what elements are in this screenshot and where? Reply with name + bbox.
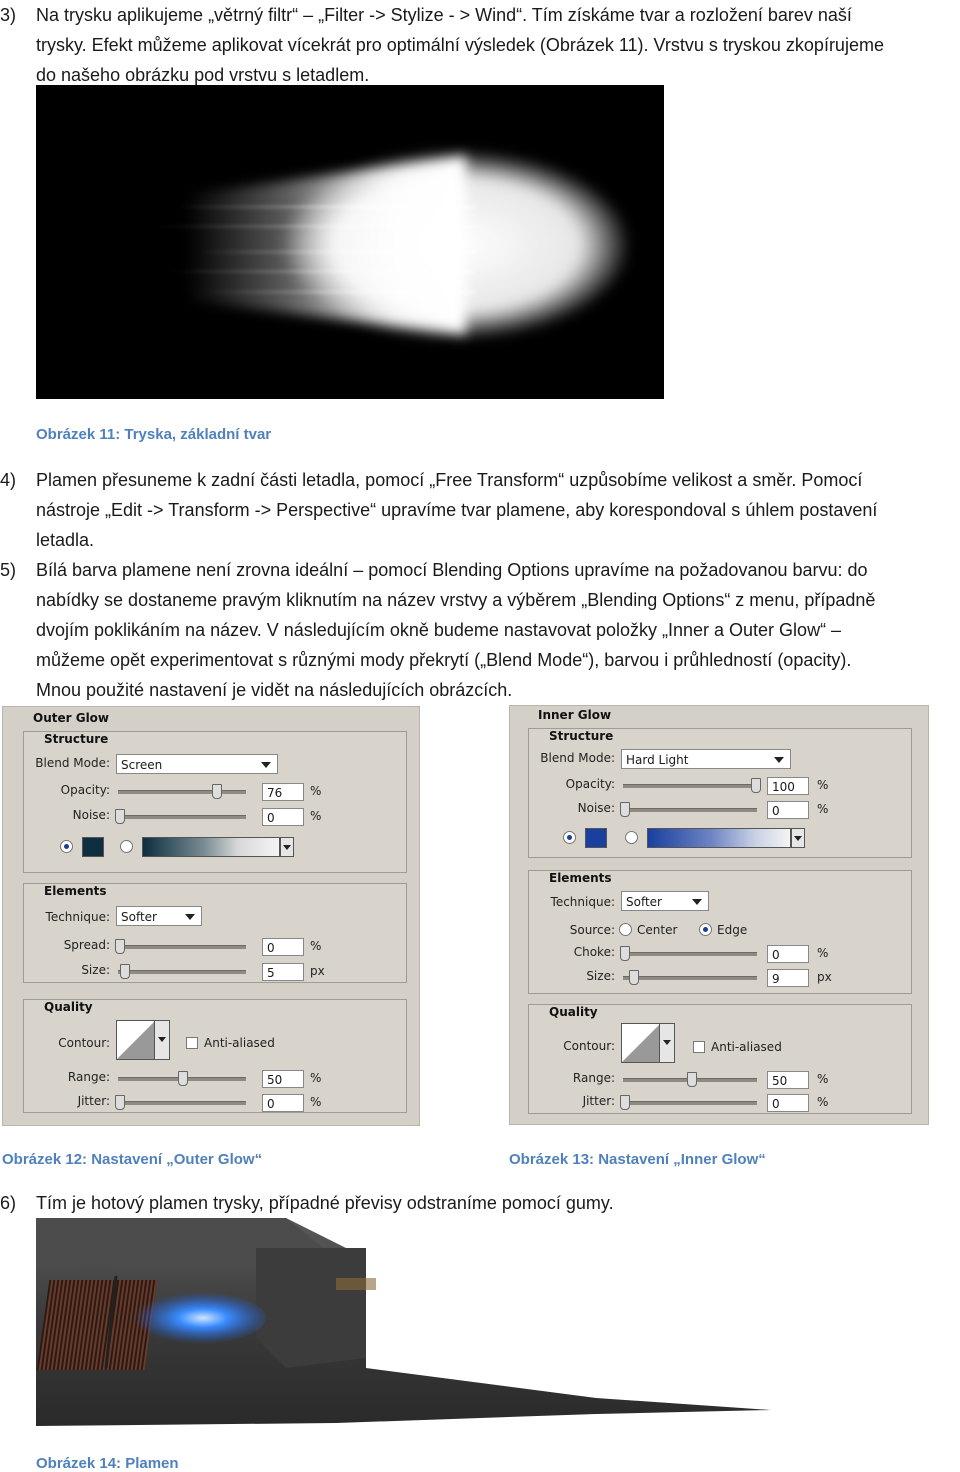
outer-glow-color-swatch[interactable] (82, 837, 104, 857)
inner-technique-label: Technique: (550, 895, 615, 909)
inner-elements-group (528, 870, 912, 994)
inner-gradient-picker[interactable] (647, 828, 791, 848)
outer-gradient-dropdown[interactable] (280, 837, 294, 857)
outer-range-unit: % (310, 1071, 322, 1085)
outer-range-label: Range: (67, 1070, 110, 1084)
inner-jitter-slider-knob[interactable] (620, 1095, 630, 1110)
nozzle-base-shape-image (36, 85, 664, 399)
step-3-line-3: do našeho obrázku pod vrstvu s letadlem. (36, 65, 370, 85)
outer-size-label: Size: (81, 963, 110, 977)
outer-elements-title: Elements (44, 884, 107, 898)
outer-jitter-unit: % (310, 1095, 322, 1109)
inner-noise-slider[interactable] (623, 808, 757, 812)
inner-size-unit: px (817, 970, 832, 984)
figure-13-caption: Obrázek 13: Nastavení „Inner Glow“ (509, 1151, 766, 1168)
inner-opacity-label: Opacity: (565, 777, 615, 791)
step-5-line-4: můžeme opět experimentovat s různými mody překrytí („Blend Mode“), barvou i průhledností (opacity). (36, 650, 852, 670)
inner-size-slider-knob[interactable] (629, 970, 639, 985)
step-3-line-1: Na trysku aplikujeme „větrný filtr“ – „Filter -> Stylize - > Wind“. Tím získáme tvar a rozložení barev naší (36, 5, 852, 25)
outer-spread-slider-knob[interactable] (115, 939, 125, 954)
chevron-down-icon (261, 762, 271, 768)
inner-technique-value: Softer (626, 895, 662, 909)
inner-quality-group (528, 1004, 912, 1114)
step-3-line-2: trysky. Efekt můžeme aplikovat vícekrát pro optimální výsledek (Obrázek 11). Vrstvu s tryskou zkopírujeme (36, 35, 884, 55)
inner-choke-field[interactable]: 0 (767, 945, 809, 963)
inner-source-center-radio[interactable] (619, 923, 632, 936)
inner-quality-title: Quality (549, 1005, 598, 1019)
inner-choke-label: Choke: (573, 945, 615, 959)
inner-noise-label: Noise: (577, 801, 615, 815)
outer-glow-title: Outer Glow (33, 711, 110, 725)
inner-contour-dropdown[interactable] (659, 1023, 675, 1063)
outer-noise-unit: % (310, 809, 322, 823)
inner-size-slider[interactable] (623, 976, 757, 980)
inner-choke-slider-knob[interactable] (620, 946, 630, 961)
inner-jitter-field[interactable]: 0 (767, 1094, 809, 1112)
outer-quality-title: Quality (44, 1000, 93, 1014)
inner-opacity-field[interactable]: 100 (767, 777, 809, 795)
outer-jitter-slider-knob[interactable] (115, 1095, 125, 1110)
outer-opacity-label: Opacity: (60, 783, 110, 797)
inner-range-slider-knob[interactable] (687, 1072, 697, 1087)
inner-source-label: Source: (569, 923, 615, 937)
outer-spread-field[interactable]: 0 (262, 938, 304, 956)
inner-choke-unit: % (817, 946, 829, 960)
outer-gradient-picker[interactable] (142, 837, 280, 857)
outer-spread-unit: % (310, 939, 322, 953)
outer-spread-label: Spread: (63, 938, 110, 952)
outer-structure-title: Structure (44, 732, 109, 746)
inner-noise-field[interactable]: 0 (767, 801, 809, 819)
inner-antialiased-label: Anti-aliased (711, 1040, 782, 1054)
chevron-down-icon (794, 836, 802, 841)
outer-jitter-label: Jitter: (77, 1094, 110, 1108)
inner-blend-mode-label: Blend Mode: (540, 751, 615, 765)
outer-spread-slider[interactable] (118, 945, 246, 949)
outer-range-slider[interactable] (118, 1077, 246, 1081)
inner-size-field[interactable]: 9 (767, 969, 809, 987)
step-4-line-3: letadla. (36, 530, 95, 550)
outer-opacity-field[interactable]: 76 (262, 783, 304, 801)
step-5-line-2: nabídky se dostaneme pravým kliknutím na název vrstvy a výběrem „Blending Options“ z menu, případně (36, 590, 876, 610)
inner-source-edge-radio[interactable] (699, 923, 712, 936)
outer-opacity-slider-knob[interactable] (212, 784, 222, 799)
outer-antialiased-checkbox[interactable] (186, 1037, 198, 1049)
inner-contour-preview[interactable] (621, 1023, 661, 1063)
outer-noise-slider-knob[interactable] (115, 809, 125, 824)
inner-gradient-dropdown[interactable] (791, 828, 805, 848)
step-4-line-1: Plamen přesuneme k zadní části letadla, pomocí „Free Transform“ uzpůsobíme velikost a směr. Pomocí (36, 470, 863, 490)
step-4-number: 4) (0, 470, 17, 490)
inner-opacity-slider[interactable] (623, 784, 757, 788)
inner-jitter-unit: % (817, 1095, 829, 1109)
outer-size-slider-knob[interactable] (120, 964, 130, 979)
outer-jitter-field[interactable]: 0 (262, 1094, 304, 1112)
outer-technique-label: Technique: (45, 910, 110, 924)
inner-source-edge-label: Edge (717, 923, 748, 937)
inner-contour-label: Contour: (563, 1039, 615, 1053)
outer-opacity-unit: % (310, 784, 322, 798)
inner-technique-select[interactable] (621, 891, 709, 911)
chevron-down-icon (692, 899, 702, 905)
step-5-line-3: dvojím poklikáním na název. V následujícím okně budeme nastavovat položky „Inner a Outer Glow“ – (36, 620, 842, 640)
outer-gradient-radio[interactable] (120, 840, 133, 853)
inner-glow-panel (509, 705, 929, 1125)
inner-antialiased-checkbox[interactable] (693, 1041, 705, 1053)
outer-range-field[interactable]: 50 (262, 1070, 304, 1088)
inner-noise-slider-knob[interactable] (620, 802, 630, 817)
outer-contour-preview[interactable] (116, 1020, 156, 1060)
outer-solid-color-radio[interactable] (60, 840, 73, 853)
figure-14-caption: Obrázek 14: Plamen (36, 1455, 179, 1472)
inner-range-field[interactable]: 50 (767, 1071, 809, 1089)
outer-quality-group (23, 999, 407, 1113)
outer-blend-mode-label: Blend Mode: (35, 756, 110, 770)
outer-noise-field[interactable]: 0 (262, 808, 304, 826)
inner-range-unit: % (817, 1072, 829, 1086)
step-5-line-1: Bílá barva plamene není zrovna ideální – pomocí Blending Options upravíme na požadovanou barvu: do (36, 560, 868, 580)
inner-choke-slider[interactable] (623, 952, 757, 956)
chevron-down-icon (663, 1040, 671, 1045)
inner-noise-unit: % (817, 802, 829, 816)
outer-contour-dropdown[interactable] (154, 1020, 170, 1060)
step-5-line-5: Mnou použité nastavení je vidět na následujících obrázcích. (36, 680, 513, 700)
outer-noise-label: Noise: (72, 808, 110, 822)
outer-size-unit: px (310, 964, 325, 978)
outer-noise-slider[interactable] (118, 815, 246, 819)
inner-structure-title: Structure (549, 729, 614, 743)
outer-technique-value: Softer (121, 910, 157, 924)
inner-jitter-label: Jitter: (582, 1094, 615, 1108)
inner-source-center-label: Center (637, 923, 678, 937)
inner-blend-mode-select[interactable] (621, 749, 791, 769)
outer-blend-mode-select[interactable] (116, 754, 278, 774)
inner-structure-group (528, 728, 912, 858)
step-4-line-2: nástroje „Edit -> Transform -> Perspective“ upravíme tvar plamene, aby korespondoval s úhlem postavení (36, 500, 878, 520)
inner-range-label: Range: (572, 1071, 615, 1085)
chevron-down-icon (185, 914, 195, 920)
outer-elements-group (23, 883, 407, 983)
step-6-text: Tím je hotový plamen trysky, případné převisy odstraníme pomocí gumy. (36, 1193, 614, 1213)
chevron-down-icon (283, 845, 291, 850)
outer-range-slider-knob[interactable] (178, 1071, 188, 1086)
inner-gradient-radio[interactable] (625, 831, 638, 844)
outer-size-slider[interactable] (118, 970, 246, 974)
outer-glow-panel (2, 706, 420, 1126)
outer-technique-select[interactable] (116, 906, 202, 926)
outer-blend-mode-value: Screen (121, 758, 163, 772)
inner-glow-color-swatch[interactable] (585, 828, 607, 848)
inner-blend-mode-value: Hard Light (626, 753, 689, 767)
outer-opacity-slider[interactable] (118, 790, 246, 794)
outer-antialiased-label: Anti-aliased (204, 1036, 275, 1050)
step-3-number: 3) (0, 5, 17, 25)
step-6-number: 6) (0, 1193, 17, 1213)
outer-size-field[interactable]: 5 (262, 963, 304, 981)
inner-size-label: Size: (586, 969, 615, 983)
inner-elements-title: Elements (549, 871, 612, 885)
inner-solid-color-radio[interactable] (563, 831, 576, 844)
inner-jitter-slider[interactable] (623, 1101, 757, 1105)
outer-jitter-slider[interactable] (118, 1101, 246, 1105)
inner-glow-title: Inner Glow (538, 708, 612, 722)
chevron-down-icon (158, 1037, 166, 1042)
step-5-number: 5) (0, 560, 17, 580)
plane-flame-image (36, 1218, 776, 1428)
inner-opacity-unit: % (817, 778, 829, 792)
inner-opacity-slider-knob[interactable] (751, 778, 761, 793)
figure-12-caption: Obrázek 12: Nastavení „Outer Glow“ (2, 1151, 263, 1168)
outer-contour-label: Contour: (58, 1036, 110, 1050)
outer-structure-group (23, 731, 407, 873)
inner-range-slider[interactable] (623, 1078, 757, 1082)
figure-11-caption: Obrázek 11: Tryska, základní tvar (36, 426, 272, 443)
chevron-down-icon (774, 757, 784, 763)
